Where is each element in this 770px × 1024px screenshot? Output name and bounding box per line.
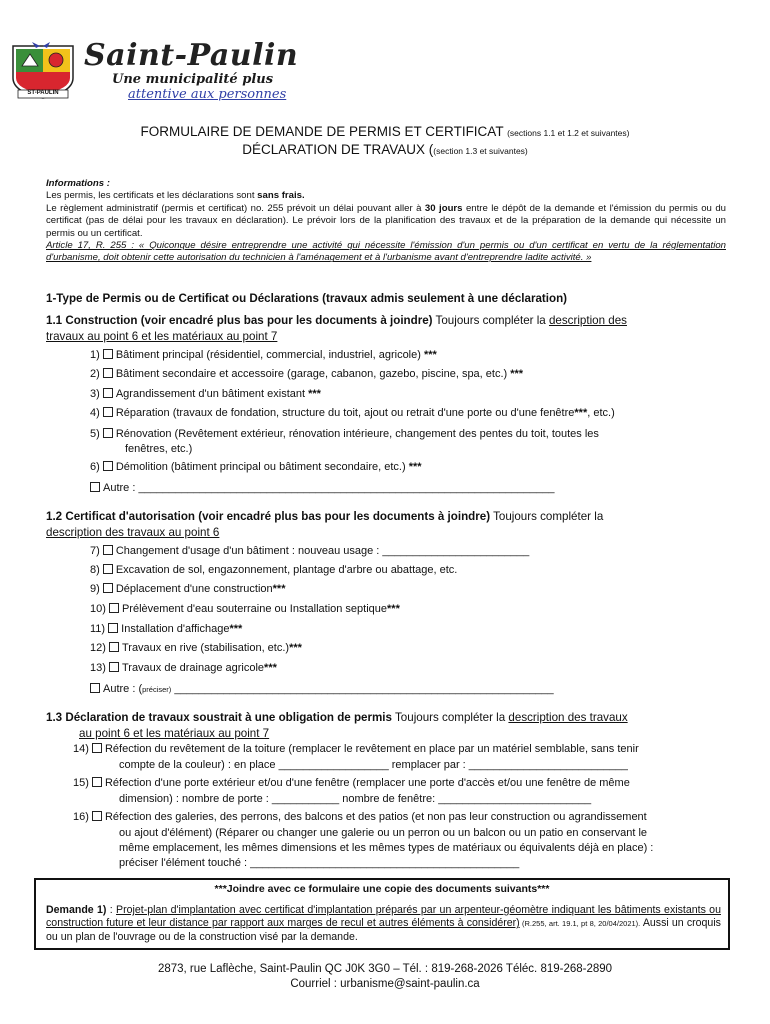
materials-link[interactable]: travaux au point 6 et les matériaux au point 7 — [46, 329, 278, 343]
info-heading: Informations : — [46, 178, 110, 189]
option-5-continued: fenêtres, etc.) — [125, 443, 193, 455]
checkbox[interactable] — [103, 407, 113, 417]
form-title — [0, 124, 770, 139]
info-article: Article 17, R. 255 : « Quiconque désire entreprendre une activité qui nécessite l'émission d'un permis ou d'un certificat en vertu de la réglementation d'urbanisme, doit obtenir cette autorisation du technicien à l'aménagement et à l'urbanisme avant d'entreprendre ladite activité. » — [46, 240, 726, 264]
option-other[interactable]: Autre : ____________________________________________________________________ — [90, 482, 554, 494]
option-11[interactable]: 11) Installation d'affichage*** — [90, 623, 243, 635]
information-block — [46, 178, 726, 265]
footer-address: 2873, rue Laflèche, Saint-Paulin QC J0K 3G0 – Tél. : 819-268-2026 Téléc. 819-268-2890 — [157, 963, 613, 975]
brand-tagline-2: attentive aux personnes — [128, 87, 287, 102]
form-title-note: (sections 1.1 et 1.2 et suivantes) — [507, 128, 630, 138]
implantation-plan-link[interactable]: Projet-plan d'implantation avec certificat d'implantation préparés par un arpenteur-géomètre indiquant les bâtiments existants ou construction future et leur distance par rapport aux marges de recul et autres éléments à considérer) — [46, 904, 721, 930]
form-title-main: FORMULAIRE DE DEMANDE DE PERMIS ET CERTIFICAT — [140, 124, 504, 139]
checkbox[interactable] — [90, 482, 100, 492]
option-12[interactable]: 12) Travaux en rive (stabilisation, etc.)*** — [90, 642, 302, 654]
option-6[interactable]: 6) Démolition (bâtiment principal ou bâtiment secondaire, etc.) *** — [90, 461, 422, 473]
option-10[interactable]: 10) Prélèvement d'eau souterraine ou Installation septique*** — [90, 603, 400, 615]
section-1-title: 1-Type de Permis ou de Certificat ou Déclarations (travaux admis seulement à une déclaration) — [46, 292, 568, 305]
materials-link[interactable]: au point 6 et les matériaux au point 7 — [79, 726, 270, 740]
brand-tagline-1: Une municipalité plus — [112, 72, 274, 87]
option-16[interactable]: 16) Réfection des galeries, des perrons, des balcons et des patios (et non pas leur construction ou agrandissement — [73, 811, 647, 823]
checkbox[interactable] — [103, 461, 113, 471]
option-2[interactable]: 2) Bâtiment secondaire et accessoire (garage, cabanon, gazebo, piscine, spa, etc.) *** — [90, 368, 524, 380]
municipal-logo — [10, 40, 76, 100]
info-fees: Les permis, les certificats et les déclarations sont sans frais. — [46, 190, 305, 202]
checkbox[interactable] — [109, 642, 119, 652]
option-9[interactable]: 9) Déplacement d'une construction*** — [90, 583, 286, 595]
logo-banner-text: ST-PAULIN — [27, 90, 59, 96]
option-15-continued[interactable]: dimension) : nombre de porte : ___________ nombre de fenêtre: _________________________ — [119, 793, 592, 805]
checkbox[interactable] — [90, 683, 100, 693]
declaration-title — [0, 142, 770, 157]
option-3[interactable]: 3) Agrandissement d'un bâtiment existant *** — [90, 388, 321, 400]
description-link[interactable]: description des travaux au point 6 — [46, 525, 220, 539]
option-16-line-3: même emplacement, les mêmes dimensions et les mêmes types de matériaux ou équivalents déjà en place) : — [119, 842, 654, 854]
description-link[interactable]: description des travaux — [508, 711, 628, 724]
documents-box — [34, 878, 730, 950]
option-8[interactable]: 8) Excavation de sol, engazonnement, plantage d'arbre ou abattage, etc. — [90, 564, 458, 576]
checkbox[interactable] — [103, 583, 113, 593]
option-7[interactable]: 7) Changement d'usage d'un bâtiment : nouveau usage : ________________________ — [90, 545, 530, 557]
option-14-continued[interactable]: compte de la couleur) : en place __________________ remplacer par : __________________________ — [119, 759, 628, 771]
declaration-title-note: (section 1.3 et suivantes) — [433, 146, 528, 156]
section-1-2-heading: 1.2 Certificat d'autorisation (voir encadré plus bas pour les documents à joindre) Toujours compléter la description des travaux au point 6 — [46, 510, 604, 539]
description-link[interactable]: description des — [548, 314, 627, 327]
checkbox[interactable] — [103, 545, 113, 555]
checkbox[interactable] — [109, 603, 119, 613]
checkbox[interactable] — [109, 662, 119, 672]
documents-box-text: Demande 1) : Projet-plan d'implantation avec certificat d'implantation préparés par un arpenteur-géomètre indiquant les bâtiments existants ou construction future et leur distance par rapport aux marges de recul et autres éléments à considérer) (R.255, art. 19.1, pt 8, 20/04/2021). Aussi un croquis ou un plan de l'ouvrage ou de la construction visé par la demande. — [46, 904, 721, 943]
checkbox[interactable] — [108, 623, 118, 633]
checkbox[interactable] — [103, 388, 113, 398]
checkbox[interactable] — [103, 428, 113, 438]
footer-email[interactable]: Courriel : urbanisme@saint-paulin.ca — [290, 978, 480, 990]
option-other-2[interactable]: Autre : (préciser) ______________________________________________________________ — [90, 683, 554, 695]
checkbox[interactable] — [92, 811, 102, 821]
checkbox[interactable] — [103, 564, 113, 574]
option-13[interactable]: 13) Travaux de drainage agricole*** — [90, 662, 277, 674]
checkbox[interactable] — [92, 777, 102, 787]
option-16-line-4[interactable]: préciser l'élément touché : ____________________________________________ — [119, 857, 520, 869]
option-15[interactable]: 15) Réfection d'une porte extérieur et/ou d'une fenêtre (remplacer une porte d'accès et/ou une fenêtre de même — [73, 777, 630, 789]
checkbox[interactable] — [92, 743, 102, 753]
checkbox[interactable] — [103, 349, 113, 359]
section-1-3-heading: 1.3 Déclaration de travaux soustrait à une obligation de permis Toujours compléter la description des travaux au point 6 et les matériaux au point 7 — [46, 711, 628, 740]
checkbox[interactable] — [103, 368, 113, 378]
option-5[interactable]: 5) Rénovation (Revêtement extérieur, rénovation intérieure, changement des pentes du toit, toutes les — [90, 428, 599, 440]
option-1[interactable]: 1) Bâtiment principal (résidentiel, commercial, industriel, agricole) *** — [90, 349, 437, 361]
declaration-title-main: DÉCLARATION DE TRAVAUX ( — [242, 142, 434, 157]
documents-box-title: ***Joindre avec ce formulaire une copie des documents suivants*** — [214, 883, 550, 895]
option-16-line-2: ou ajout d'élément) (Réparer ou changer une galerie ou un perron ou un balcon ou un patio en conservant le — [119, 827, 648, 839]
option-4[interactable]: 4) Réparation (travaux de fondation, structure du toit, ajout ou retrait d'une porte ou d'une fenêtre***, etc.) — [90, 407, 615, 419]
option-14[interactable]: 14) Réfection du revêtement de la toiture (remplacer le revêtement en place par un matériel semblable, sans tenir — [73, 743, 639, 755]
brand-name: Saint-Paulin — [84, 38, 299, 73]
info-delay: Le règlement administratif (permis et certificat) no. 255 prévoit un délai pouvant aller à 30 jours entre le dépôt de la demande et l'émission du permis ou du certificat (pas de délai pour les travaux en déclaration). Le prévoir lors de la planification des travaux et de la préparation de la demande qui nécessite un permis ou un certificat. — [46, 202, 726, 239]
section-1-1-heading: 1.1 Construction (voir encadré plus bas pour les documents à joindre) Toujours compléter la description des travaux au point 6 et les matériaux au point 7 — [46, 314, 627, 343]
